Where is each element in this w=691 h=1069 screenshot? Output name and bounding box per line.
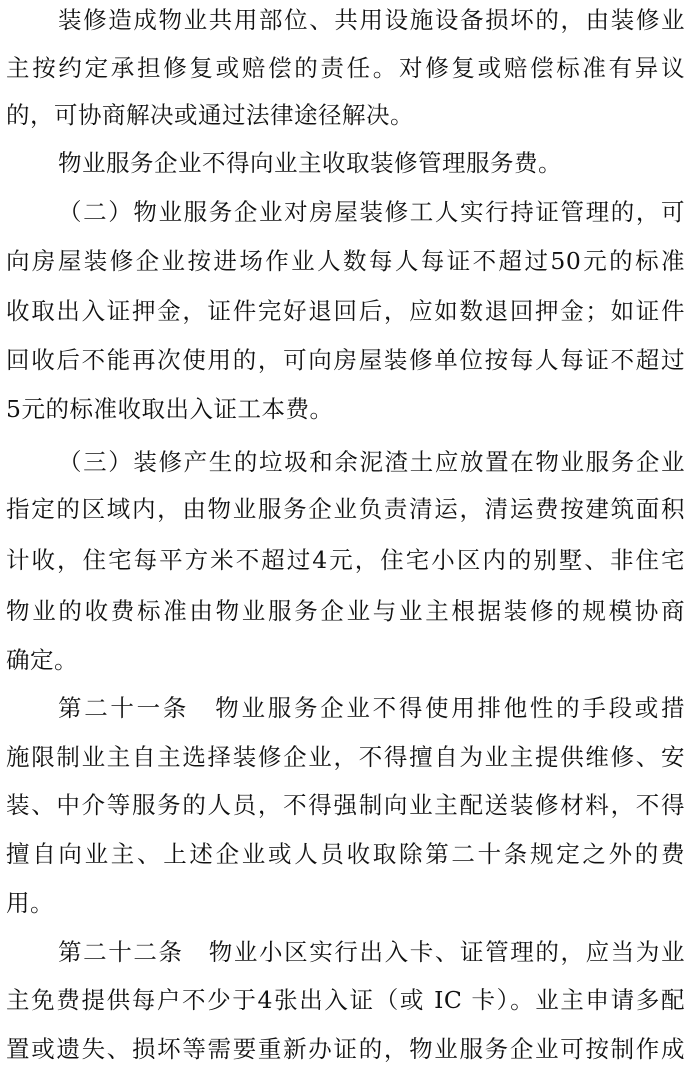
text-line: （三）装修产生的垃圾和余泥渣土应放置在物业服务企业: [58, 448, 685, 476]
text-line: 物业的收费标准由物业服务企业与业主根据装修的规模协商: [6, 597, 685, 625]
text-line: 确定。: [6, 646, 78, 674]
text-line: 装修造成物业共用部位、共用设施设备损坏的，由装修业: [58, 6, 685, 34]
text-line: 物业服务企业不得向业主收取装修管理服务费。: [58, 149, 562, 177]
text-line: 置或遗失、损坏等需要重新办证的，物业服务企业可按制作成: [6, 1035, 685, 1063]
text-line: 回收后不能再次使用的，可向房屋装修单位按每人每证不超过: [6, 346, 685, 374]
text-line: 用。: [6, 889, 54, 917]
text-line: 的，可协商解决或通过法律途径解决。: [6, 101, 414, 129]
text-line: 指定的区域内，由物业服务企业负责清运，清运费按建筑面积: [6, 495, 685, 523]
text-line: 第二十一条 物业服务企业不得使用排他性的手段或措: [58, 694, 685, 722]
text-line: 第二十二条 物业小区实行出入卡、证管理的，应当为业: [58, 938, 685, 966]
text-line: 向房屋装修企业按进场作业人数每人每证不超过50元的标准: [6, 247, 685, 275]
text-line: （二）物业服务企业对房屋装修工人实行持证管理的，可: [58, 198, 685, 226]
text-line: 收取出入证押金，证件完好退回后，应如数退回押金；如证件: [6, 297, 685, 325]
text-line: 主按约定承担修复或赔偿的责任。对修复或赔偿标准有异议: [6, 54, 685, 82]
text-line: 5元的标准收取出入证工本费。: [6, 395, 334, 423]
text-line: 施限制业主自主选择装修企业，不得擅自为业主提供维修、安: [6, 743, 685, 771]
text-line: 计收，住宅每平方米不超过4元，住宅小区内的别墅、非住宅: [6, 546, 685, 574]
text-line: 主免费提供每户不少于4张出入证（或 IC 卡）。业主申请多配: [6, 986, 685, 1014]
text-line: 擅自向业主、上述企业或人员收取除第二十条规定之外的费: [6, 840, 685, 868]
text-line: 装、中介等服务的人员，不得强制向业主配送装修材料，不得: [6, 791, 685, 819]
